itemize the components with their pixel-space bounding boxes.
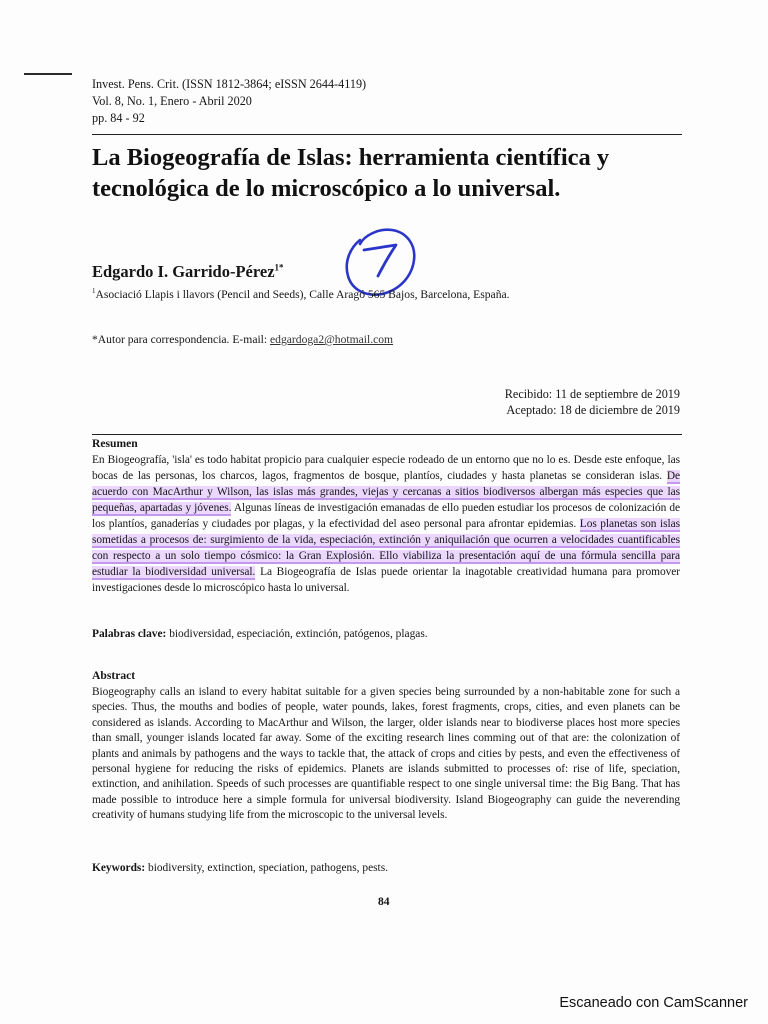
resumen-text-2: Algunas líneas de investigación emanadas de ello pueden estudiar los procesos de colonización de los plantíos, ganaderías y ciudades por plagas, y la efectividad del aseo personal para afrontar epidemias. [92,502,680,530]
margin-pen-mark [24,73,72,75]
journal-pages: pp. 84 - 92 [92,111,145,125]
author-affiliation [92,287,510,301]
author-line [92,262,284,282]
abstract-heading: Abstract [92,669,136,682]
journal-citation: Invest. Pens. Crit. (ISSN 1812-3864; eISSN 2644-4119) [92,77,367,91]
resumen-text-1: En Biogeografía, 'isla' es todo habitat propicio para cualquier especie rodeado de un entorno que no lo es. Desde este enfoque, las bocas de las personas, los charcos, lagos, fragmentos de bosque, plantíos, ciudades y hasta planetas se consideran islas. [92,454,680,482]
resumen-text-3: La Biogeografía de Islas puede orientar la inagotable creatividad humana para promover investigaciones desde lo microscópico hasta lo universal. [92,566,681,594]
resumen-highlight-2: Los planetas son islas sometidas a procesos de: surgimiento de la vida, especiación, extinción y aniquilación que ocurren a velocidades cuantificables con respecto a un solo tiempo cósmico: la Gran Explosión. Ello viabiliza la presentación aquí de una fórmula sencilla para estudiar la biodiversidad universal. [92,518,680,578]
page-number: 84 [378,895,390,908]
author-name: Edgardo I. Garrido-Pérez [92,262,275,281]
palabras-clave-line [92,628,428,640]
palabras-clave-label: Palabras clave: [92,628,167,640]
palabras-clave-list: biodiversidad, especiación, extinción, patógenos, plagas. [166,628,428,640]
affiliation-mark: 1 [92,287,96,295]
resumen-paragraph [92,452,680,596]
submission-dates [505,386,680,418]
journal-header [92,76,366,127]
keywords-line [92,862,388,874]
resumen-heading: Resumen [92,437,138,450]
resumen-highlight-1: De acuerdo con MacArthur y Wilson, las islas más grandes, viejas y cercanas a sitios biodiversos albergan más especies que las pequeñas, apartadas y jóvenes. [92,470,680,514]
received-date: Recibido: 11 de septiembre de 2019 [504,387,680,401]
camscanner-watermark: Escaneado con CamScanner [559,995,748,1011]
affiliation-text: Asociació Llapis i llavors (Pencil and Seeds), Calle Aragó 565 Bajos, Barcelona, España. [95,287,510,301]
correspondence-label: *Autor para correspondencia. E-mail: [92,333,271,346]
keywords-list: biodiversity, extinction, speciation, pathogens, pests. [145,862,389,874]
correspondence-line [92,333,393,346]
keywords-label: Keywords: [92,862,146,874]
accepted-date: Aceptado: 18 de diciembre de 2019 [506,403,680,417]
author-marks: 1* [274,262,284,273]
article-title: La Biogeografía de Islas: herramienta científica y tecnológica de lo microscópico a lo universal. [92,144,610,202]
correspondence-email-link[interactable]: edgardoga2@hotmail.com [270,333,394,346]
journal-volume: Vol. 8, No. 1, Enero - Abril 2020 [92,94,252,108]
abstract-paragraph: Biogeography calls an island to every habitat suitable for a given species being surrounded by a non-habitable zone for such a species. Thus, the mouths and bodies of people, water pounds, lakes, forest fragments, crops, cities, and even planets can be considered as islands. According to MacArthur and Wilson, the larger, older islands near to biodiverse places host more species than small, younger islands located far away. Some of the exciting research lines comming out of that are: the colonization of plants and animals by pathogens and the ways to tackle that, the attack of crops and cities by pests, and even the effectiveness of personal hygiene for reducing the risks of epidemics. Planets are islands submitted to processes of: rise of life, speciation, extinction, and anihilation. Speeds of such processes are quantifiable respect to one single universal time: the Big Bang. That has made possible to introduce here a simple formula for universal biodiversity. Island Biogeography can guide the neverending creativity of humans studying life from the microscopic to the universal levels. [92,686,680,822]
dates-divider [92,434,682,435]
header-divider [92,134,682,135]
